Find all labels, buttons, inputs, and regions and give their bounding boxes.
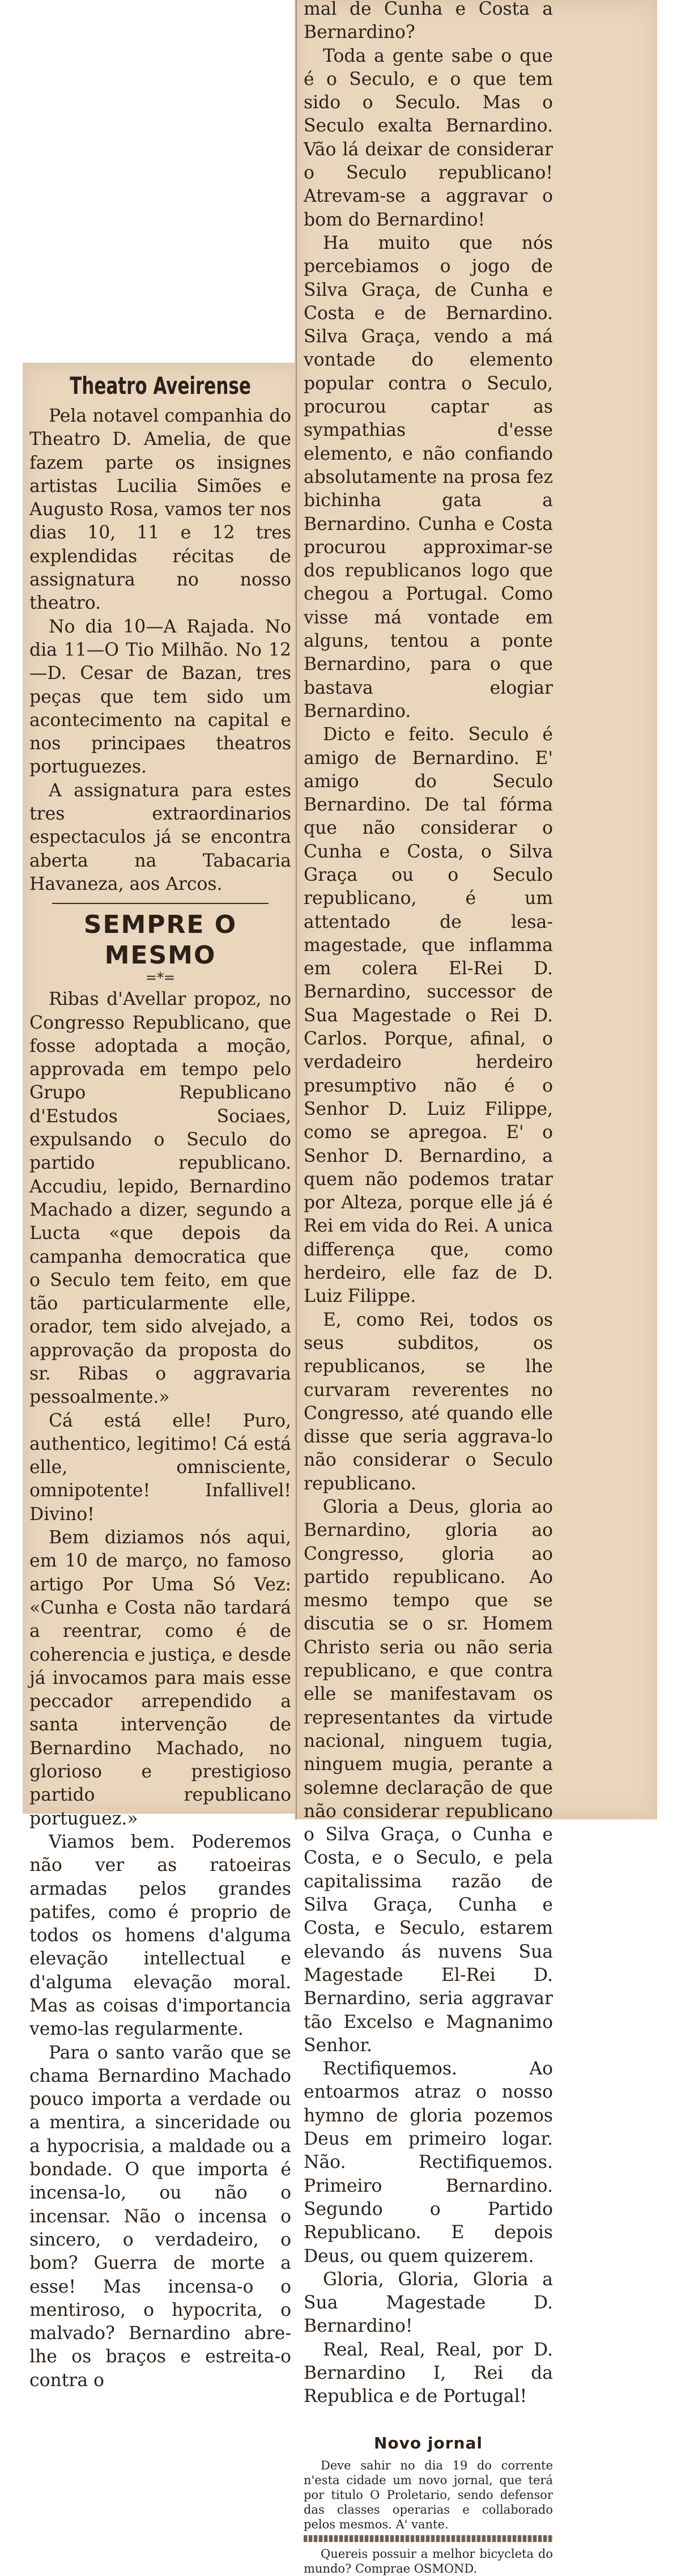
article-paragraph: Gloria, Gloria, Gloria a Sua Magestade D. Bernardino! bbox=[304, 2269, 553, 2337]
article-paragraph: Gloria a Deus, gloria ao Bernardino, gloria ao Congresso, gloria ao partido republicano. Ao mesmo tempo que se discutia se o sr. Homem Christo seria ou não seria republicano, e que contra elle se manifestavam os representantes da virtude nacional, ninguem tugia, ninguem mugia, perante a solemne declaração de que não considerar republicano o Silva Graça, o Cunha e Costa, e o Seculo, e pela capitalissima razão de Silva Graça, Cunha e Costa, e Seculo, estarem elevando ás nuvens Sua Magestade El-Rei D. Bernardino, seria aggravar tão Excelso e Magnanimo Senhor. bbox=[304, 1497, 553, 2056]
sempre-paragraph: Bem diziamos nós aqui, em 10 de março, no famoso artigo Por Uma Só Vez: «Cunha e Costa não tardará a reentrar, como é de coherencia e justiça, e desde já invocamos para mais esse peccador arrependido a santa intervenção de Bernardino Machado, no glorioso e prestigioso partido republicano portuguez.» bbox=[29, 1527, 291, 1829]
article-paragraph: Ha muito que nós percebiamos o jogo de Silva Graça, de Cunha e Costa e de Bernardino. Silva Graça, vendo a má vontade do elemento popular contra o Seculo, procurou captar as sympathias d'esse elemento, e não confiando absolutamente na prosa fez bichinha gata a Bernardino. Cunha e Costa procurou approximar-se dos republicanos logo que chegou a Portugal. Como visse má vontade em alguns, tentou a ponte Bernardino, para o que bastava elogiar Bernardino. bbox=[304, 232, 553, 722]
ornamental-rule bbox=[304, 2535, 553, 2542]
theatro-headline: Theatro Aveirense bbox=[70, 372, 251, 400]
right-column bbox=[304, 0, 553, 2576]
novo-jornal-notice bbox=[304, 2458, 553, 2532]
ornament: =*= bbox=[145, 970, 176, 986]
theatro-paragraph: No dia 10—A Rajada. No dia 11—O Tio Milhão. No 12—D. Cesar de Bazan, tres peças que tem sido um acontecimento na capital e nos principaes theatros portuguezes. bbox=[29, 616, 291, 778]
sempre-paragraph: Viamos bem. Poderemos não ver as ratoeiras armadas pelos grandes patifes, como é proprio de todos os homens d'alguma elevação intellectual e d'alguma elevação moral. Mas as coisas d'importancia vemo-las regularmente. bbox=[29, 1831, 291, 2040]
article-paragraph: Toda a gente sabe o que é o Seculo, e o que tem sido o Seculo. Mas o Seculo exalta Bernardino. Vão lá deixar de considerar o Seculo republicano! Atrevam-se a aggravar o bom do Bernardino! bbox=[304, 45, 553, 230]
sempre-paragraph: Ribas d'Avellar propoz, no Congresso Republicano, que fosse adoptada a moção, approvada em tempo pelo Grupo Republicano d'Estudos Sociaes, expulsando o Seculo do partido republicano. Accudiu, lepido, Bernardino Machado a dizer, segundo a Lucta «que depois da campanha democratica que o Seculo tem feito, em que tão particularmente elle, orador, tem sido alvejado, a approvação da proposta do sr. Ribas o aggravaria pessoalmente.» bbox=[29, 989, 291, 1408]
article-paragraph: Dicto e feito. Seculo é amigo de Bernardino. E' amigo do Seculo Bernardino. De tal fórma que não considerar o Cunha e Costa, o Silva Graça ou o Seculo republicano, é um attentado de lesa-magestade, que inflamma em colera El-Rei D. Bernardino, successor de Sua Magestade o Rei D. Carlos. Porque, afinal, o verdadeiro herdeiro presumptivo não é o Senhor D. Luiz Filippe, como se apregoa. E' o Senhor D. Bernardino, a quem não podemos tratar por Alteza, porque elle já é Rei em vida do Rei. A unica differença que, como herdeiro, elle faz de D. Luiz Filippe. bbox=[304, 724, 553, 1307]
osmond-ad bbox=[304, 2547, 553, 2576]
article-paragraph: mal de Cunha e Costa a Bernardino? bbox=[304, 0, 553, 43]
osmond-ad-text: Quereis possuir a melhor bicycleta do mundo? Comprae OSMOND. bbox=[304, 2547, 553, 2575]
sempre-headline: SEMPRE O MESMO bbox=[83, 910, 237, 970]
column-divider bbox=[296, 0, 297, 1819]
article-paragraph: Real, Real, Real, por D. Bernardino I, Rei da Republica e de Portugal! bbox=[304, 2339, 553, 2407]
article-paragraph: Rectifiquemos. Ao entoarmos atraz o nosso hymno de gloria pozemos Deus em primeiro logar. Não. Rectifiquemos. Primeiro Bernardino. Segundo o Partido Republicano. E depois Deus, ou quem quizerem. bbox=[304, 2059, 553, 2267]
left-column bbox=[29, 370, 291, 2392]
novo-jornal-text: Deve sahir no dia 19 do corrente n'esta cidade um novo jornal, que terá por titulo O Proletario, sendo defensor das classes operarias e collaborado pelos mesmos. A' vante. bbox=[304, 2458, 553, 2531]
article-paragraph: E, como Rei, todos os seus subditos, os republicanos, se lhe curvaram reverentes no Congresso, até quando elle disse que seria aggrava-lo não considerar o Seculo republicano. bbox=[304, 1309, 553, 1494]
sempre-paragraph: Cá está elle! Puro, authentico, legitimo! Cá está elle, omnisciente, omnipotente! Infallivel! Divino! bbox=[29, 1410, 291, 1525]
sempre-paragraph: Para o santo varão que se chama Bernardino Machado pouco importa a verdade ou a mentira, a sinceridade ou a hypocrisia, a maldade ou a bondade. O que importa é incensa-lo, ou não o incensar. Não o incensa o sincero, o verdadeiro, o bom? Guerra de morte a esse! Mas incensa-o o mentiroso, o hypocrita, o malvado? Bernardino abre-lhe os braços e estreita-o contra o bbox=[29, 2042, 291, 2391]
section-rule bbox=[52, 903, 269, 904]
theatro-paragraph: Pela notavel companhia do Theatro D. Amelia, de que fazem parte os insignes artistas Lucilia Simões e Augusto Rosa, vamos ter nos dias 10, 11 e 12 tres explendidas récitas de assignatura no nosso theatro. bbox=[29, 406, 291, 614]
theatro-paragraph: A assignatura para estes tres extraordinarios espectaculos já se encontra aberta na Tabacaria Havaneza, aos Arcos. bbox=[29, 780, 291, 894]
novo-jornal-title: Novo jornal bbox=[374, 2433, 483, 2452]
